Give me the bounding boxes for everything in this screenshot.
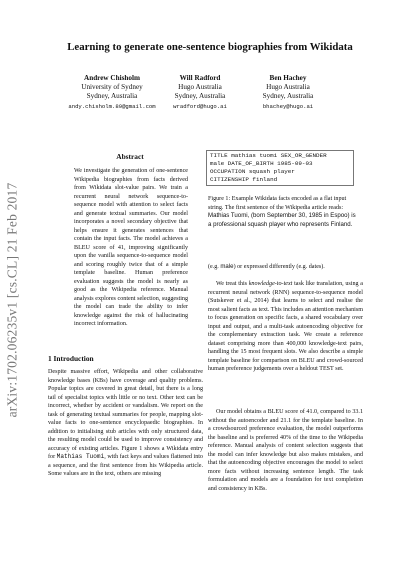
author-location: Sydney, Australia (86, 92, 138, 101)
body-paragraph: Our model obtains a BLEU score of 41.0, compared to 33.1 without the autoencoder and 21.1 for the template baseline. In a crowdsourced preference evaluation, the model outperforms the baseline and is preferred 40% of the time to the Wikipedia reference. Manual analysis of content selection suggests that the model can infer knowledge but also makes mistakes, and that the autoencoding objective encourages the model to select more facts without increasing sentence length. The task formulation and models are a foundation for text completion and consistency in KBs. (208, 409, 363, 492)
author-name: Will Radford (179, 74, 221, 82)
author-block (240, 74, 336, 111)
author-email: bhachey@hugo.ai (262, 102, 314, 110)
author-affiliation: University of Sydney (81, 83, 143, 92)
author-email: wradford@hugo.ai (173, 102, 227, 110)
entity-name: Mathias Tuomi (56, 453, 105, 460)
author-block (62, 74, 162, 111)
arxiv-identifier: arXiv:1702.06235v1 [cs.CL] 21 Feb 2017 (4, 182, 20, 418)
figure-line: TITLE mathias tuomi SEX_OR_GENDER (210, 152, 327, 159)
figure-line: CITIZENSHIP finland (210, 176, 278, 183)
author-affiliation: Hugo Australia (178, 83, 222, 92)
abstract-text: We investigate the generation of one-sentence Wikipedia biographies from facts derived from Wikidata slot-value pairs. We train a recurrent neural network sequence-to-sequence model with attention to select facts and generate textual summaries. Our model incorporates a novel secondary objective that helps ensure it generates sentences that contain the input facts. The model achieves a BLEU score of 41, improving significantly upon the vanilla sequence-to-sequence model and scoring roughly twice that of a simple template baseline. Human preference evaluation suggests the model is nearly as good as the Wikipedia reference. Manual analysis explores content selection, suggesting the model can trade the ability to infer knowledge against the risk of hallucinating incorrect information. (74, 168, 188, 327)
author-location: Sydney, Australia (174, 92, 226, 101)
figure-line: male DATE_OF_BIRTH 1985-09-03 (210, 160, 313, 167)
author-email: andy.chisholm.89@gmail.com (68, 102, 156, 110)
author-name: Ben Hachey (269, 74, 307, 82)
paper-title: Learning to generate one-sentence biographies from Wikidata (67, 41, 353, 53)
intro-paragraph: Despite massive effort, Wikipedia and other collaborative knowledge bases (KBs) have coverage and quality problems. Popular topics are covered in great detail, but there is a long tail of specialist topics with little or no text. Other text can be incorrect, whether by accident or vandalism. We report on the task of generating textual summaries for people, mapping slot-value facts to one-sentence encyclopaedic biographies. In addition to initialising stub articles with only structured data, the resulting model could be used to improve consistency and accuracy of existing articles. Figure 1 shows a Wikidata entry for Mathias Tuomi, with fact keys and values flattened into a sequence, and the first sentence from his Wikipedia article. Some values are in the text, others are missing (48, 369, 203, 477)
author-block (160, 74, 240, 111)
section-heading: 1 Introduction (48, 354, 94, 363)
abstract-heading: Abstract (116, 152, 144, 161)
author-affiliation: Hugo Australia (266, 83, 310, 92)
figure-line: OCCUPATION squash player (210, 168, 295, 175)
body-paragraph: (e.g. male) or expressed differently (e.g. dates). (208, 263, 325, 270)
author-location: Sydney, Australia (262, 92, 314, 101)
body-paragraph: We treat this knowledge-to-text task like translation, using a recurrent neural network (RNN) sequence-to-sequence model (Sutskever et al., 2014) that learns to select and realise the most salient facts as text. This includes an attention mechanism to focus generation on specific facts, a shared vocabulary over input and output, and a multi-task autoencoding objective for the complementary extraction task. We create a reference dataset comprising more than 400,000 knowledge-text pairs, handling the 15 most frequent slots. We also describe a simple template baseline for comparison on BLEU and crowd-sourced human preference judgements over a heldout TEST set. (208, 281, 364, 372)
figure-caption: Figure 1: Example Wikidata facts encoded as a flat input string. The first sentence of the Wikipedia article reads: Mathias Tuomi, (born September 30, 1985 in Espoo) is a professional squash player who represents Finland. (208, 196, 356, 228)
author-name: Andrew Chisholm (84, 74, 140, 82)
wikipedia-sentence: Mathias Tuomi, (born September 30, 1985 in Espoo) is a professional squash player who represents Finland. (208, 212, 356, 228)
